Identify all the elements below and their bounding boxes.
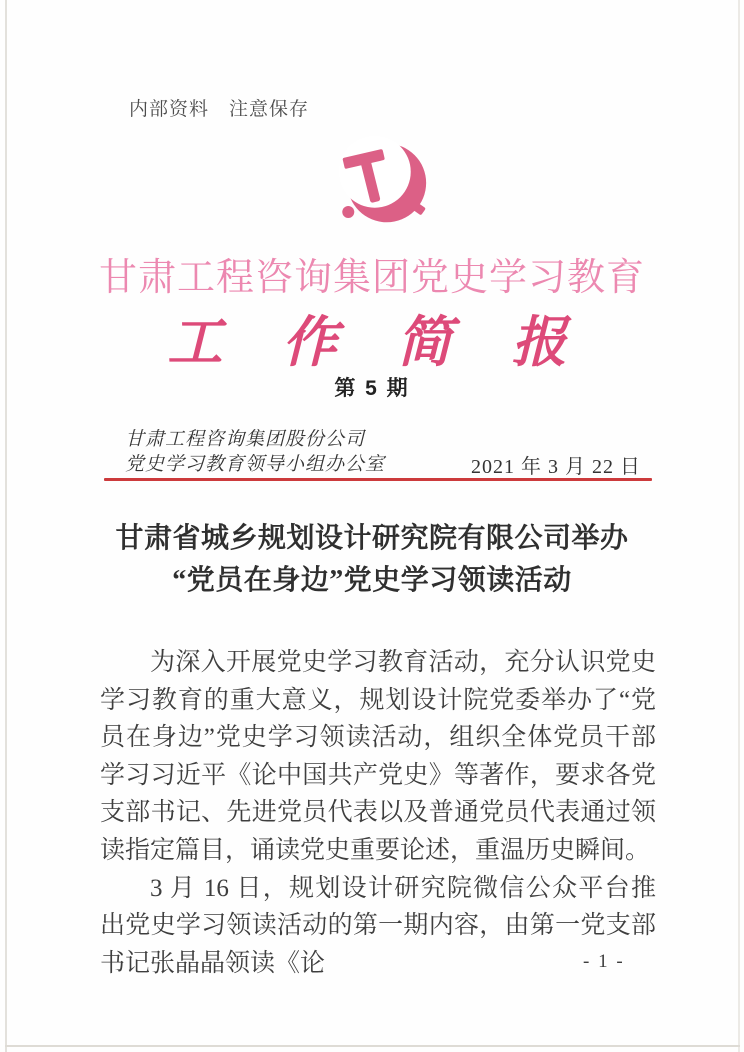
masthead-org-title: 甘肃工程咨询集团党史学习教育 xyxy=(98,257,645,299)
issue-date: 2021 年 3 月 22 日 xyxy=(471,456,641,478)
issuer-line-2: 党史学习教育领导小组办公室 xyxy=(125,454,386,475)
party-emblem-icon xyxy=(338,132,427,232)
issuer-line-1: 甘肃工程咨询集团股份公司 xyxy=(125,429,366,450)
page-number: - 1 - xyxy=(583,951,625,972)
scan-edge-bottom xyxy=(5,1045,740,1047)
article-title xyxy=(0,518,744,602)
article-title-line-2: “党员在身边”党史学习领读活动 xyxy=(172,565,572,596)
issuer-block xyxy=(125,427,385,477)
classification-label: 内部资料 注意保存 xyxy=(129,99,310,120)
bulletin-title: 工 作 简 报 xyxy=(167,312,577,373)
article-title-line-1: 甘肃省城乡规划设计研究院有限公司举办 xyxy=(115,523,629,554)
article-body xyxy=(100,644,656,982)
issue-number: 第 5 期 xyxy=(334,377,410,400)
article-paragraph: 3 月 16 日，规划设计研究院微信公众平台推出党史学习领读活动的第一期内容，由第一党支部书记张晶晶领读《论 xyxy=(100,874,656,977)
masthead-divider-rule xyxy=(104,478,652,481)
article-paragraph: 为深入开展党史学习教育活动，充分认识党史学习教育的重大意义，规划设计院党委举办了“党员在身边”党史学习领读活动，组织全体党员干部学习习近平《论中国共产党史》等著作，要求各党支部书记、先进党员代表以及普通党员代表通过领读指定篇目，诵读党史重要论述，重温历史瞬间。 xyxy=(100,649,656,864)
